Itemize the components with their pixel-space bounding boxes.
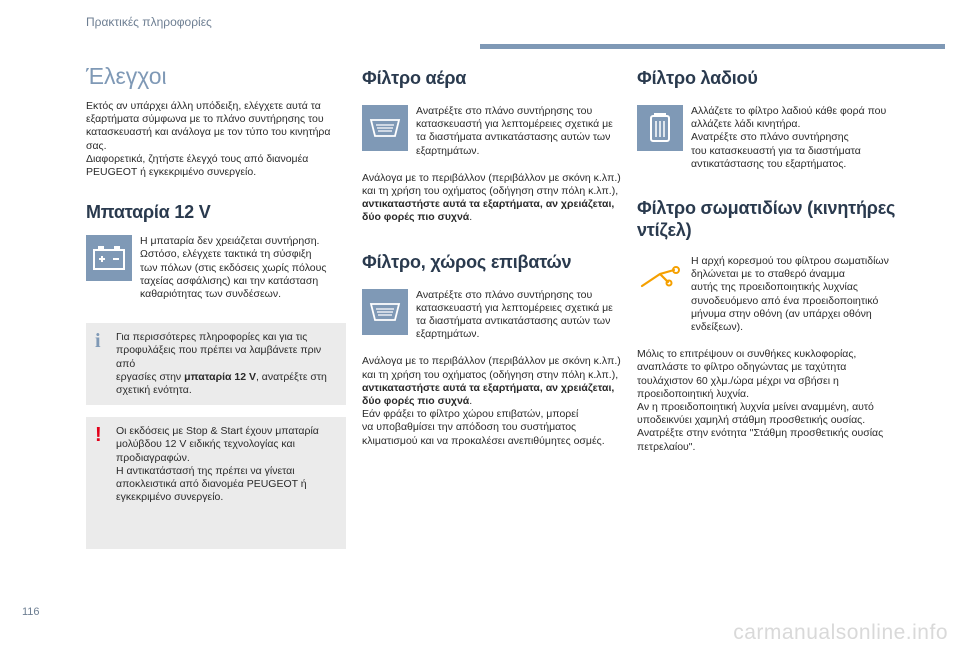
cabin-filter-text: Ανατρέξτε στο πλάνο συντήρησης του κατασκευαστή για λεπτομέρειες σχετικά με τα διαστήματα αντικατάστασης αυτών των εξαρτημάτων. [416,288,613,341]
oil-filter-text: Αλλάζετε το φίλτρο λαδιού κάθε φορά που αλλάζετε λάδι κινητήρα. Ανατρέξτε στο πλάνο συντήρησης του κατασκευαστή για τα διαστήματα αντικατάστασης του εξαρτήματος. [691,105,887,170]
column-oil-dpf [637,62,897,454]
dpf-block [637,255,897,334]
warning-note-text: Οι εκδόσεις με Stop & Start έχουν μπαταρία μολύβδου 12 V ειδικής τεχνολογίας και προδιαγραφών. Η αντικατάστασή της πρέπει να γίνεται αποκλειστικά από διανομέα PEUGEOT ή εγκεκριμένο συνεργείο. [116,425,319,504]
column-checks [86,62,346,549]
cabin-filter-block [362,289,622,342]
battery-block [86,235,346,301]
warning-icon: ! [95,424,102,447]
oil-filter-block [637,105,897,171]
page-number: 116 [22,606,40,618]
air-filter-block [362,105,622,158]
warning-note [86,417,346,549]
battery-text: Η μπαταρία δεν χρειάζεται συντήρηση. Ωστόσο, ελέγχετε τακτικά τη σύσφιξη των πόλων (στις εκδόσεις χωρίς πόλους ταχείας ασφάλισης) και την κατάσταση καθαριότητας των συνδέσεων. [140,235,327,301]
page-title: Έλεγχοι [86,63,167,89]
air-filter-text: Ανατρέξτε στο πλάνο συντήρησης του κατασκευαστή για λεπτομέρειες σχετικά με τα διαστήματα αντικατάστασης αυτών των εξαρτημάτων. [416,105,613,157]
section-header: Πρακτικές πληροφορίες [86,15,212,29]
info-icon: i [95,330,101,353]
battery-icon [86,235,132,281]
dpf-title: Φίλτρο σωματιδίων (κινητήρες ντίζελ) [637,198,896,241]
air-filter-icon [362,105,408,151]
cabin-filter-paragraph: Ανάλογα με το περιβάλλον (περιβάλλον με σκόνη κ.λπ.) και τη χρήση του οχήματος (οδήγηση στην πόλη κ.λπ.), αντικαταστήστε αυτά τα εξαρτήματα, αν χρειάζεται, δύο φορές πιο συχνά. [362,355,621,408]
dpf-paragraph: Μόλις το επιτρέψουν οι συνθήκες κυκλοφορίας, αναπλάστε το φίλτρο οδηγώντας με ταχύτητα τουλάχιστον 60 χλμ./ώρα μέχρι να σβήσει η προειδοποιητική λυχνία. Αν η προειδοποιητική λυχνία μείνει αναμμένη, αυτό υποδεικνύει χαμηλή στάθμη προσθετικής ουσίας. Ανατρέξτε στην ενότητα "Στάθμη προσθετικής ουσίας πετρελαίου". [637,348,884,453]
air-filter-title: Φίλτρο αέρα [362,68,467,88]
air-filter-paragraph: Ανάλογα με το περιβάλλον (περιβάλλον με σκόνη κ.λπ.) και τη χρήση του οχήματος (οδήγηση στην πόλη κ.λπ.), αντικαταστήστε αυτά τα εξαρτήματα, αν χρειάζεται, δύο φορές πιο συχνά. [362,171,621,224]
cabin-filter-title: Φίλτρο, χώρος επιβατών [362,251,572,272]
cabin-filter-icon [362,289,408,335]
cabin-filter-extra: Εάν φράξει το φίλτρο χώρου επιβατών, μπορεί να υποβαθμίσει την απόδοση του συστήματος κλιματισμού και να προκαλέσει ανεπιθύμητες οσμές. [362,408,605,447]
oil-filter-icon [637,105,683,151]
battery-title: Μπαταρία 12 V [86,202,211,223]
watermark: carmanualsonline.info [733,621,948,644]
header-bar [480,44,945,49]
info-note-text: Για περισσότερες πληροφορίες και για τις προφυλάξεις που πρέπει να λαμβάνετε πριν από εργασίες στην μπαταρία 12 V, ανατρέξτε στη σχετική ενότητα. [116,331,327,397]
column-filters [362,62,622,448]
dpf-text: Η αρχή κορεσμού του φίλτρου σωματιδίων δηλώνεται με το σταθερό άναμμα αυτής της προειδοποιητικής λυχνίας συνοδευόμενο από ένα προειδοποιητικό μήνυμα στην οθόνη (αν υπάρχει οθόνη ενδείξεων). [691,255,889,334]
info-note [86,323,346,405]
intro-text: Εκτός αν υπάρχει άλλη υπόδειξη, ελέγχετε αυτά τα εξαρτήματα σύμφωνα με το πλάνο συντήρησης του κατασκευαστή και ανάλογα με τον τύπο του κινητήρα σας. Διαφορετικά, ζητήστε έλεγχό τους από διανομέα PEUGEOT ή εγκεκριμένο συνεργείο. [86,100,331,179]
oil-filter-title: Φίλτρο λαδιού [637,68,758,88]
dpf-warning-lamp-icon [637,255,683,301]
